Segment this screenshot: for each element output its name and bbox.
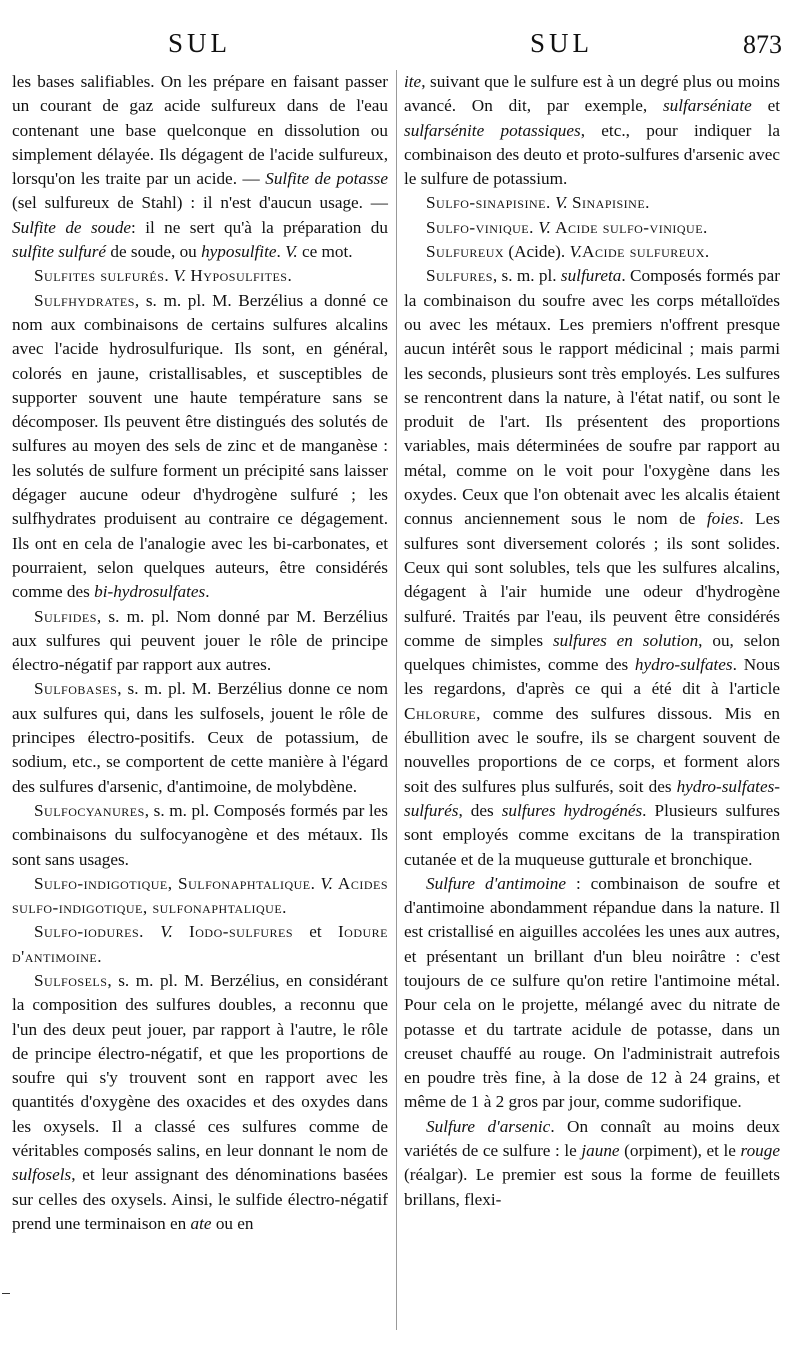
headword: Sulfure d'arsenic	[426, 1116, 551, 1136]
entry-sulfo-vinique: Sulfo-vinique. V. Acide sulfo-vinique.	[426, 217, 708, 237]
left-column	[12, 70, 388, 1236]
entry-sulfo-iodures: Sulfo-iodures. V. Iodo-sulfures et Iodure d'antimoine.	[12, 922, 389, 966]
headword: Sulfosels	[34, 970, 108, 990]
entry-sulfosels-continued: ite, suivant que le sulfure est à un degré plus ou moins avancé. On dit, par exemple, sulfarséniate et sulfarsénite potassiques, etc., pour indiquer la combinaison des deuto et proto-sulfures d'arsenic avec le sulfure de potassium.	[404, 72, 780, 189]
entry-sulfhydrates: Sulfhydrates, s. m. pl. M. Berzélius a donné ce nom aux combinaisons de certains sulfures alcalins avec l'acide hydrosulfurique. Ils sont, en général, colorés en jaune, cristallisables, et susceptibles de supporter souvent une haute température sans se décomposer. Ils peuvent être distingués des solutés de sulfures au moyen des sels de zinc et de manganèse : les solutés de sulfure forment un précipité sans laisser dégager aucune odeur d'hydrogène sulfuré ; les sulfhydrates produisent au contraire ce dégagement. Ils ont en cela de l'analogie avec les bi-carbonates, et pourraient, selon quelques auteurs, être considérés comme des bi-hydrosulfates.	[12, 290, 388, 602]
entry-sulfure-antimoine: Sulfure d'antimoine : combinaison de soufre et d'antimoine abondamment répandue dans la nature. Il est cristallisé en aiguilles accolées les unes aux autres, et présentant un brillant d'un bleu noirâtre : c'est toujours de ce sulfure qu'on retire l'antimoine métal. Pour cela on le projette, mélangé avec du nitrate de potasse et du tartrate acidule de potasse, dans un creuset chauffé au rouge. On l'administrait autrefois en poudre très fine, à la dose de 12 à 24 grains, et même de 1 à 2 gros par jour, comme sudorifique.	[404, 873, 780, 1112]
entry-sulfures: Sulfures, s. m. pl. sulfureta. Composés formés par la combinaison du soufre avec les corps métalloïdes ou avec les métaux. Les premiers n'offrent presque aucun intérêt sous le rapport médicinal ; mais parmi les seconds, plusieurs sont très employés. Les sulfures se rencontrent dans la nature, à l'état natif, ou sont le produit de l'art. Ils présentent des proportions variables, mais déterminées de soufre par rapport au métal, comme on le voit pour l'oxygène dans les oxydes. Ceux que l'on obtenait avec les alcalis étaient connus anciennement sous le nom de foies. Les sulfures sont diversement colorés ; ils sont solides. Ceux qui sont solubles, tels que les sulfures alcalins, dégagent à l'air humide une odeur d'hydrogène sulfuré. Traités par l'eau, ils peuvent être considérés comme de simples sulfures en solution, ou, selon quelques chimistes, comme des hydro-sulfates. Nous les regardons, d'après ce qui a été dit à l'article Chlorure, comme des sulfures dissous. Mis en ébullition avec le soufre, ils se chargent souvent de nouvelles proportions de ce corps, et forment alors soit des sulfures plus sulfurés, soit des hydro-sulfates-sulfurés, des sulfures hydrogénés. Plusieurs sulfures sont employés comme excitans de la transpiration cutanée et de la muqueuse gutturale et bronchique.	[404, 266, 781, 869]
entry-sulfosels: Sulfosels, s. m. pl. M. Berzélius, en considérant la composition des sulfures doubles, a reconnu que l'un des deux peut jouer, par rapport à l'autre, le rôle de principe électro-négatif, et que les proportions de soufre qui s'y trouvent sont en rapport avec les quantités d'oxygène des oxacides et des oxydes dans les oxysels. Il a classé ces sulfures comme de véritables composés salins, en leur donnant le nom de sulfosels, et leur assignant des dénominations basées sur celles des oxysels. Ainsi, le sulfide électro-négatif prend une terminaison en ate ou en	[12, 970, 388, 1233]
header-right-word: SUL	[530, 28, 594, 58]
entry-sulfites-sulfures: Sulfites sulfurés. V. Hyposulfites.	[34, 266, 293, 286]
headword: Sulfure d'antimoine	[426, 873, 566, 893]
entry-sulfo-sinapisine: Sulfo-sinapisine. V. Sinapisine.	[426, 193, 650, 213]
entry-sulfobases: Sulfobases, s. m. pl. M. Berzélius donne ce nom aux sulfures qui, dans les sulfosels, jouent le rôle de principes électro-positifs. Ceux de potassium, de sodium, etc., se comportent de cette manière à l'égard des sulfures d'arsenic, d'antimoine, de molybdène.	[12, 679, 388, 796]
entry-sulfo-indigotique: Sulfo-indigotique, Sulfonaphtalique. V. Acides sulfo-indigotique, sulfonaphtalique.	[12, 873, 388, 918]
headword: Sulfites sulfurés.	[34, 266, 170, 286]
page-number: 873	[743, 30, 782, 59]
entry-sulfites-continued: les bases salifiables. On les prépare en faisant passer un courant de gaz acide sulfureux dans de l'eau contenant une base quelconque en dissolution ou simplement délayée. Ils dégagent de l'acide sulfureux, lorsqu'on les traite par un acide. — Sulfite de potasse (sel sulfureux de Stahl) : il n'est d'aucun usage. — Sulfite de soude: il ne sert qu'à la préparation du sulfite sulfuré de soude, ou hyposulfite. V. ce mot.	[12, 72, 388, 262]
entry-sulfureux: Sulfureux (Acide). V.Acide sulfureux.	[426, 242, 710, 262]
headword: Sulfhydrates	[34, 290, 135, 310]
margin-mark	[2, 1293, 10, 1294]
headword: Sulfures	[426, 266, 493, 286]
running-header	[0, 28, 800, 68]
headword: Sulfo-iodures.	[34, 922, 144, 942]
headword: Sulfocyanures	[34, 800, 145, 820]
entry-sulfocyanures: Sulfocyanures, s. m. pl. Composés formés par les combinaisons du sulfocyanogène et des métaux. Ils sont sans usages.	[12, 800, 388, 869]
column-divider	[396, 70, 397, 1330]
right-column	[404, 70, 780, 1212]
headword: Sulfo-indigotique, Sulfonaphtalique.	[34, 873, 316, 893]
entry-sulfides: Sulfides, s. m. pl. Nom donné par M. Berzélius aux sulfures qui peuvent jouer le rôle de principe électro-négatif par rapport aux autres.	[12, 606, 388, 675]
headword: Sulfobases	[34, 679, 118, 699]
headword: Sulfides	[34, 606, 97, 626]
headword: Sulfureux	[426, 242, 505, 262]
entry-sulfure-arsenic: Sulfure d'arsenic. On connaît au moins deux variétés de ce sulfure : le jaune (orpiment), et le rouge (réalgar). Le premier est sous la forme de feuillets brillans, flexi-	[404, 1116, 780, 1209]
headword: Sulfo-vinique.	[426, 217, 534, 237]
headword: Sulfo-sinapisine.	[426, 193, 551, 213]
header-left-word: SUL	[168, 28, 232, 58]
